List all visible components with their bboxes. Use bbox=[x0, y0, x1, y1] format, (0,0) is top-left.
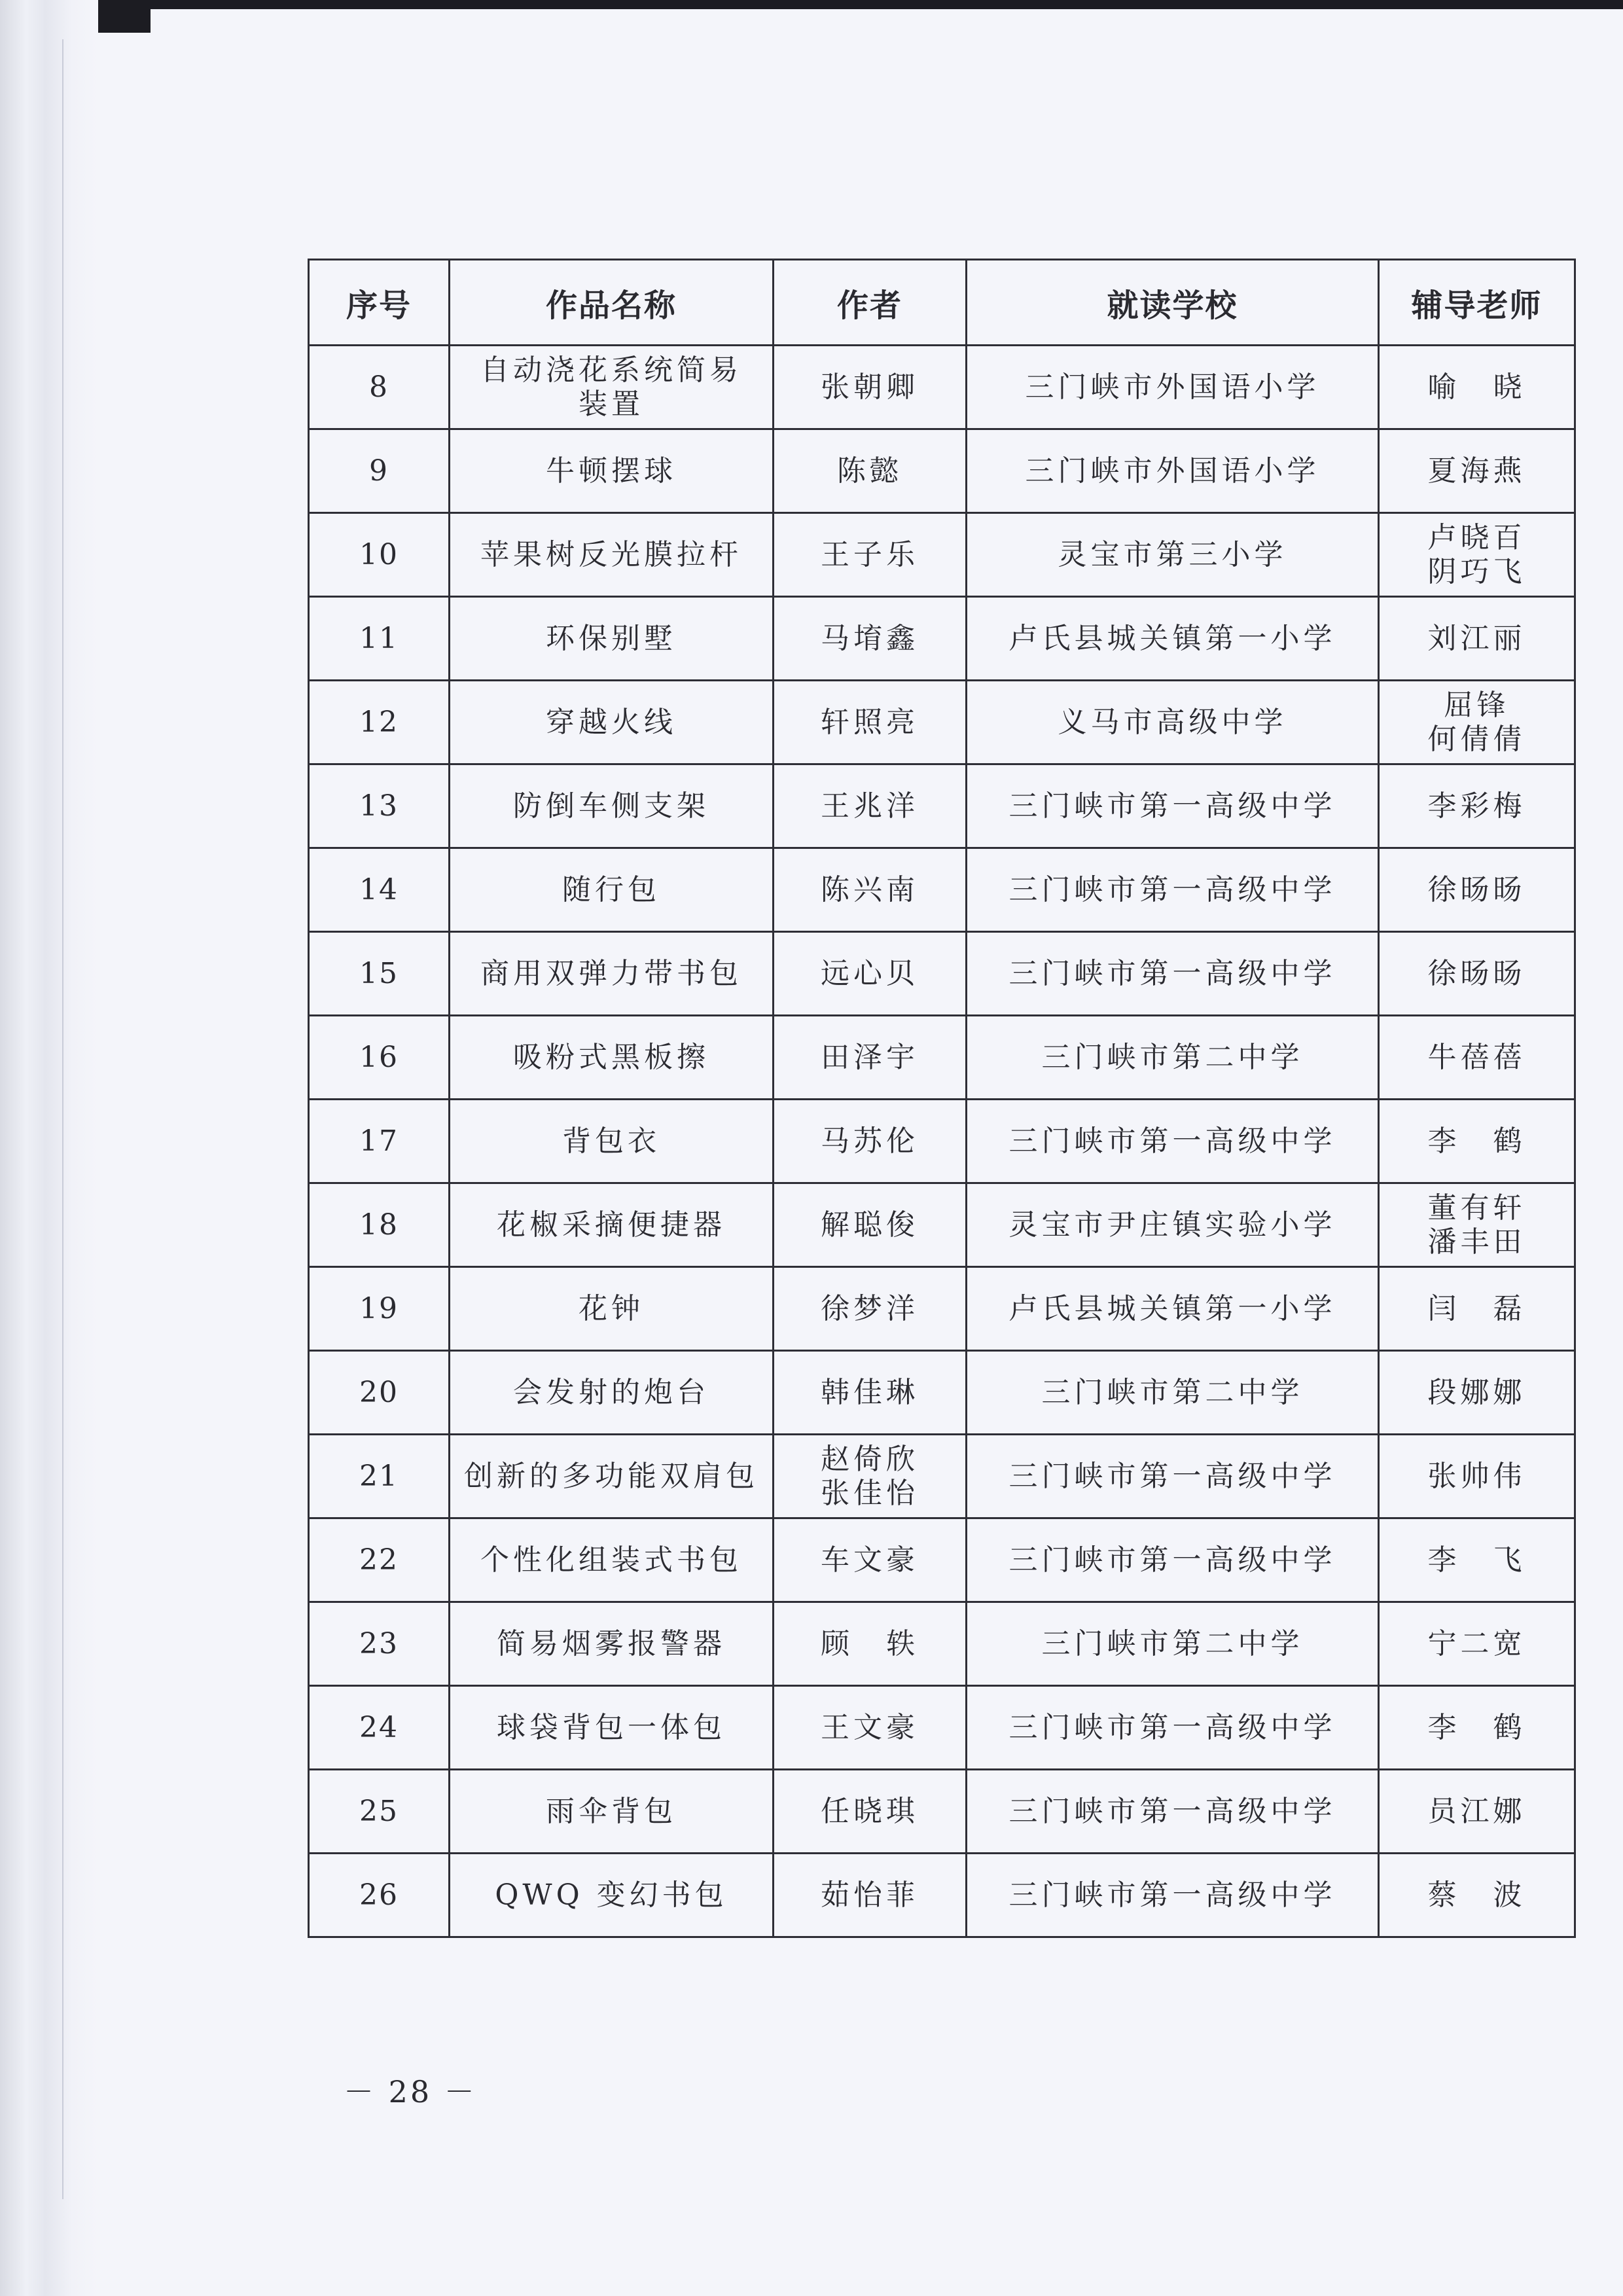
cell-school: 三门峡市第一高级中学 bbox=[967, 1100, 1379, 1183]
cell-title bbox=[450, 1183, 774, 1267]
author-line: 王子乐 bbox=[821, 537, 919, 571]
cell-teacher bbox=[1379, 1854, 1575, 1937]
title-line: 会发射的炮台 bbox=[513, 1375, 709, 1409]
cell-seq: 17 bbox=[309, 1100, 450, 1183]
table-row bbox=[309, 429, 1575, 513]
cell-author bbox=[774, 848, 967, 932]
cell-teacher bbox=[1379, 764, 1575, 848]
teacher-line: 李 鹤 bbox=[1427, 1710, 1526, 1744]
title-line: 雨伞背包 bbox=[546, 1794, 677, 1828]
cell-title bbox=[450, 1770, 774, 1854]
author-line: 陈懿 bbox=[837, 454, 902, 488]
cell-title bbox=[450, 1686, 774, 1770]
cell-school: 三门峡市第一高级中学 bbox=[967, 1518, 1379, 1602]
cell-seq: 9 bbox=[309, 429, 450, 513]
cell-author bbox=[774, 597, 967, 681]
cell-author bbox=[774, 1267, 967, 1351]
title-line: 自动浇花系统简易 bbox=[480, 353, 742, 387]
author-line: 任晓琪 bbox=[821, 1794, 919, 1828]
award-table-container bbox=[308, 259, 1574, 1938]
header-title: 作品名称 bbox=[450, 260, 774, 346]
cell-title bbox=[450, 597, 774, 681]
cell-teacher bbox=[1379, 1770, 1575, 1854]
author-line: 顾 轶 bbox=[821, 1626, 919, 1660]
cell-teacher bbox=[1379, 1267, 1575, 1351]
cell-school: 三门峡市第一高级中学 bbox=[967, 932, 1379, 1016]
cell-school: 三门峡市第一高级中学 bbox=[967, 1435, 1379, 1518]
title-line: 吸粉式黑板擦 bbox=[513, 1040, 709, 1074]
cell-author bbox=[774, 1183, 967, 1267]
cell-school: 卢氏县城关镇第一小学 bbox=[967, 1267, 1379, 1351]
cell-seq: 16 bbox=[309, 1016, 450, 1100]
title-line: QWQ 变幻书包 bbox=[495, 1878, 728, 1912]
cell-school: 三门峡市第二中学 bbox=[967, 1016, 1379, 1100]
cell-title bbox=[450, 1602, 774, 1686]
teacher-line: 牛蓓蓓 bbox=[1427, 1040, 1526, 1074]
author-line: 徐梦洋 bbox=[821, 1291, 919, 1325]
cell-title bbox=[450, 1518, 774, 1602]
cell-teacher bbox=[1379, 1100, 1575, 1183]
teacher-line: 卢晓百 bbox=[1427, 520, 1526, 554]
cell-title bbox=[450, 848, 774, 932]
cell-title bbox=[450, 1267, 774, 1351]
cell-seq: 11 bbox=[309, 597, 450, 681]
cell-author bbox=[774, 764, 967, 848]
cell-seq: 13 bbox=[309, 764, 450, 848]
teacher-line: 徐旸旸 bbox=[1427, 956, 1526, 990]
cell-school: 三门峡市外国语小学 bbox=[967, 346, 1379, 429]
scan-top-border bbox=[0, 0, 1623, 9]
cell-teacher bbox=[1379, 1435, 1575, 1518]
cell-seq: 21 bbox=[309, 1435, 450, 1518]
cell-teacher bbox=[1379, 932, 1575, 1016]
cell-teacher bbox=[1379, 1016, 1575, 1100]
author-line: 陈兴南 bbox=[821, 872, 919, 906]
title-line: 防倒车侧支架 bbox=[513, 789, 709, 823]
table-row bbox=[309, 597, 1575, 681]
author-line: 王兆洋 bbox=[821, 789, 919, 823]
cell-title bbox=[450, 513, 774, 597]
cell-author bbox=[774, 1100, 967, 1183]
cell-school: 卢氏县城关镇第一小学 bbox=[967, 597, 1379, 681]
author-line: 张佳怡 bbox=[821, 1476, 919, 1510]
cell-seq: 25 bbox=[309, 1770, 450, 1854]
table-row bbox=[309, 1770, 1575, 1854]
cell-author bbox=[774, 1686, 967, 1770]
teacher-line: 屈锋 bbox=[1444, 688, 1510, 722]
title-line: 苹果树反光膜拉杆 bbox=[480, 537, 742, 571]
cell-teacher bbox=[1379, 1602, 1575, 1686]
cell-author bbox=[774, 681, 967, 764]
cell-author bbox=[774, 346, 967, 429]
title-line: 环保别墅 bbox=[546, 621, 677, 655]
teacher-line: 段娜娜 bbox=[1427, 1375, 1526, 1409]
cell-seq: 22 bbox=[309, 1518, 450, 1602]
cell-school: 三门峡市第一高级中学 bbox=[967, 848, 1379, 932]
table-row bbox=[309, 1351, 1575, 1435]
author-line: 轩照亮 bbox=[821, 705, 919, 739]
cell-school: 三门峡市第二中学 bbox=[967, 1351, 1379, 1435]
cell-school: 三门峡市第一高级中学 bbox=[967, 1686, 1379, 1770]
title-line: 穿越火线 bbox=[546, 705, 677, 739]
table-row bbox=[309, 1602, 1575, 1686]
table-header-row bbox=[309, 260, 1575, 346]
author-line: 茹怡菲 bbox=[821, 1878, 919, 1912]
title-line: 装置 bbox=[579, 387, 644, 421]
cell-teacher bbox=[1379, 1686, 1575, 1770]
cell-seq: 18 bbox=[309, 1183, 450, 1267]
title-line: 随行包 bbox=[562, 872, 660, 906]
cell-title bbox=[450, 1435, 774, 1518]
teacher-line: 张帅伟 bbox=[1427, 1459, 1526, 1493]
table-row bbox=[309, 513, 1575, 597]
title-line: 花钟 bbox=[579, 1291, 644, 1325]
teacher-line: 阴巧飞 bbox=[1427, 554, 1526, 588]
teacher-line: 潘丰田 bbox=[1427, 1225, 1526, 1259]
table-row bbox=[309, 1183, 1575, 1267]
title-line: 个性化组装式书包 bbox=[480, 1543, 742, 1577]
teacher-line: 李彩梅 bbox=[1427, 789, 1526, 823]
author-line: 田泽宇 bbox=[821, 1040, 919, 1074]
teacher-line: 员江娜 bbox=[1427, 1794, 1526, 1828]
cell-school: 三门峡市第一高级中学 bbox=[967, 1854, 1379, 1937]
scan-page-stack-edge bbox=[0, 0, 98, 2296]
cell-seq: 8 bbox=[309, 346, 450, 429]
cell-school: 三门峡市第二中学 bbox=[967, 1602, 1379, 1686]
cell-seq: 14 bbox=[309, 848, 450, 932]
cell-title bbox=[450, 1854, 774, 1937]
table-row bbox=[309, 1016, 1575, 1100]
author-line: 远心贝 bbox=[821, 956, 919, 990]
cell-teacher bbox=[1379, 597, 1575, 681]
cell-seq: 20 bbox=[309, 1351, 450, 1435]
cell-title bbox=[450, 346, 774, 429]
cell-school: 三门峡市外国语小学 bbox=[967, 429, 1379, 513]
table-row bbox=[309, 1267, 1575, 1351]
table-row bbox=[309, 681, 1575, 764]
cell-school: 灵宝市尹庄镇实验小学 bbox=[967, 1183, 1379, 1267]
cell-author bbox=[774, 1770, 967, 1854]
cell-teacher bbox=[1379, 848, 1575, 932]
teacher-line: 董有轩 bbox=[1427, 1191, 1526, 1225]
cell-author bbox=[774, 932, 967, 1016]
table-row bbox=[309, 932, 1575, 1016]
title-line: 商用双弹力带书包 bbox=[480, 956, 742, 990]
table-row bbox=[309, 1435, 1575, 1518]
cell-teacher bbox=[1379, 681, 1575, 764]
teacher-line: 宁二宽 bbox=[1427, 1626, 1526, 1660]
header-teacher: 辅导老师 bbox=[1379, 260, 1575, 346]
header-seq: 序号 bbox=[309, 260, 450, 346]
table-row bbox=[309, 1100, 1575, 1183]
table-row bbox=[309, 1854, 1575, 1937]
cell-author bbox=[774, 1435, 967, 1518]
header-author: 作者 bbox=[774, 260, 967, 346]
author-line: 赵倚欣 bbox=[821, 1442, 919, 1476]
table-row bbox=[309, 848, 1575, 932]
author-line: 马堉鑫 bbox=[821, 621, 919, 655]
cell-teacher bbox=[1379, 429, 1575, 513]
cell-teacher bbox=[1379, 1518, 1575, 1602]
teacher-line: 夏海燕 bbox=[1427, 454, 1526, 488]
cell-teacher bbox=[1379, 1351, 1575, 1435]
author-line: 韩佳琳 bbox=[821, 1375, 919, 1409]
teacher-line: 何倩倩 bbox=[1427, 722, 1526, 756]
author-line: 马苏伦 bbox=[821, 1124, 919, 1158]
table-row bbox=[309, 1686, 1575, 1770]
page-number: － 28 － bbox=[344, 2074, 477, 2109]
cell-author bbox=[774, 1351, 967, 1435]
title-line: 背包衣 bbox=[562, 1124, 660, 1158]
teacher-line: 喻 晓 bbox=[1427, 370, 1526, 404]
cell-seq: 10 bbox=[309, 513, 450, 597]
table-row bbox=[309, 346, 1575, 429]
cell-school: 三门峡市第一高级中学 bbox=[967, 764, 1379, 848]
cell-seq: 19 bbox=[309, 1267, 450, 1351]
cell-school: 灵宝市第三小学 bbox=[967, 513, 1379, 597]
cell-seq: 24 bbox=[309, 1686, 450, 1770]
author-line: 张朝卿 bbox=[821, 370, 919, 404]
title-line: 球袋背包一体包 bbox=[497, 1710, 726, 1744]
cell-author bbox=[774, 429, 967, 513]
cell-seq: 12 bbox=[309, 681, 450, 764]
cell-seq: 23 bbox=[309, 1602, 450, 1686]
cell-title bbox=[450, 1351, 774, 1435]
cell-seq: 26 bbox=[309, 1854, 450, 1937]
cell-school: 三门峡市第一高级中学 bbox=[967, 1770, 1379, 1854]
cell-school: 义马市高级中学 bbox=[967, 681, 1379, 764]
cell-title bbox=[450, 932, 774, 1016]
title-line: 创新的多功能双肩包 bbox=[464, 1459, 758, 1493]
header-school: 就读学校 bbox=[967, 260, 1379, 346]
teacher-line: 李 飞 bbox=[1427, 1543, 1526, 1577]
cell-author bbox=[774, 1518, 967, 1602]
award-table bbox=[308, 259, 1576, 1938]
cell-title bbox=[450, 681, 774, 764]
cell-author bbox=[774, 513, 967, 597]
cell-title bbox=[450, 1016, 774, 1100]
cell-teacher bbox=[1379, 1183, 1575, 1267]
author-line: 车文豪 bbox=[821, 1543, 919, 1577]
teacher-line: 李 鹤 bbox=[1427, 1124, 1526, 1158]
author-line: 王文豪 bbox=[821, 1710, 919, 1744]
title-line: 牛顿摆球 bbox=[546, 454, 677, 488]
table-body bbox=[309, 346, 1575, 1937]
teacher-line: 徐旸旸 bbox=[1427, 872, 1526, 906]
table-row bbox=[309, 1518, 1575, 1602]
title-line: 简易烟雾报警器 bbox=[497, 1626, 726, 1660]
cell-author bbox=[774, 1016, 967, 1100]
cell-seq: 15 bbox=[309, 932, 450, 1016]
cell-teacher bbox=[1379, 513, 1575, 597]
cell-title bbox=[450, 429, 774, 513]
cell-teacher bbox=[1379, 346, 1575, 429]
cell-title bbox=[450, 1100, 774, 1183]
table-row bbox=[309, 764, 1575, 848]
author-line: 解聪俊 bbox=[821, 1208, 919, 1242]
title-line: 花椒采摘便捷器 bbox=[497, 1208, 726, 1242]
teacher-line: 刘江丽 bbox=[1427, 621, 1526, 655]
teacher-line: 闫 磊 bbox=[1427, 1291, 1526, 1325]
cell-author bbox=[774, 1602, 967, 1686]
cell-author bbox=[774, 1854, 967, 1937]
teacher-line: 蔡 波 bbox=[1427, 1878, 1526, 1912]
cell-title bbox=[450, 764, 774, 848]
